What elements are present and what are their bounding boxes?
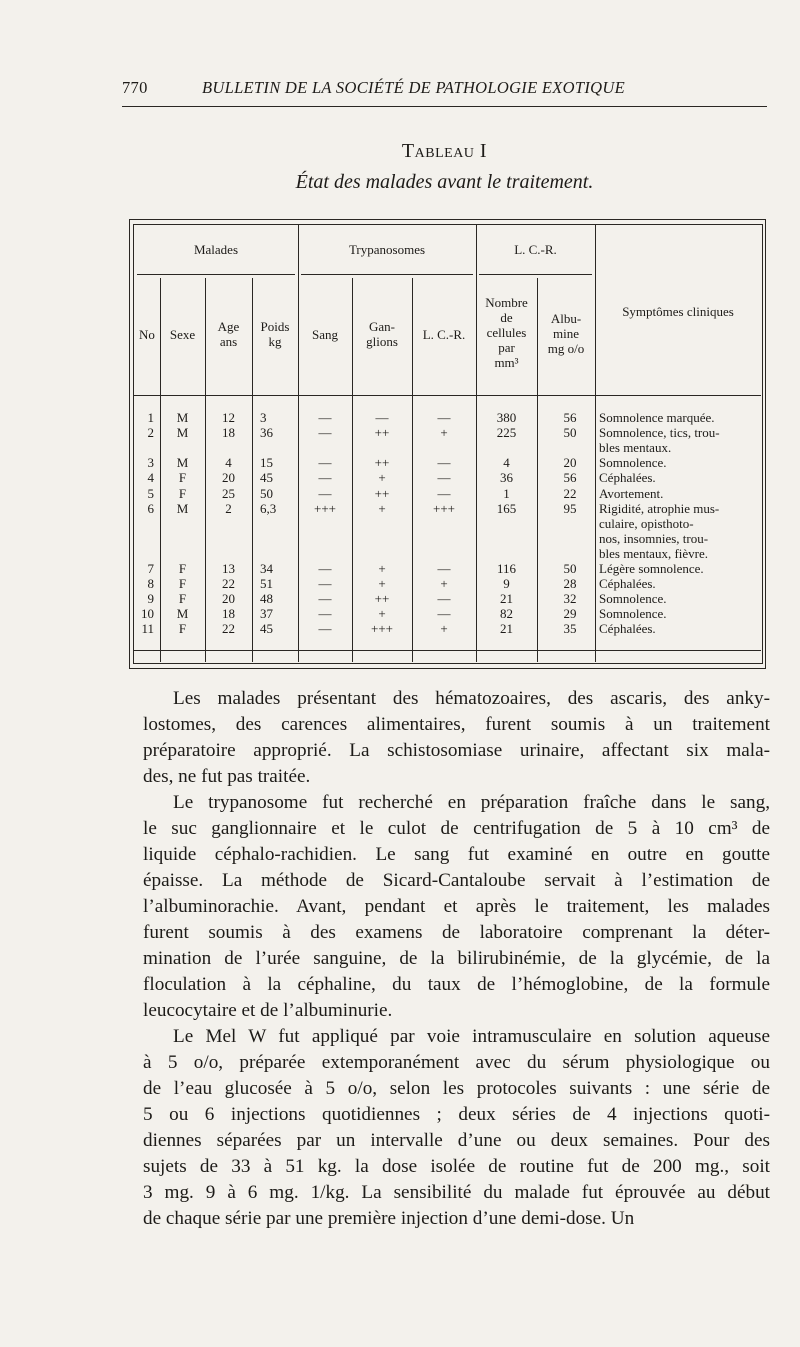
row-no: 2 bbox=[147, 425, 154, 441]
header-rule bbox=[122, 106, 767, 107]
column-header-lcr: L. C.-R. bbox=[422, 327, 466, 342]
body-line: de l’eau glucosée à 5 o/o, selon les protocoles suivants : une série de bbox=[143, 1078, 770, 1099]
row-sexe: F bbox=[178, 485, 187, 501]
column-header-cellules: cellules bbox=[486, 325, 527, 340]
row-sexe: F bbox=[178, 621, 187, 637]
row-age: 13 bbox=[222, 561, 235, 576]
group-header-malades: Malades bbox=[193, 242, 239, 257]
row-cellules: 1 bbox=[503, 485, 510, 501]
row-age: 12 bbox=[222, 410, 235, 425]
body-line: à 5 o/o, préparée extemporanément avec du sérum physiologique ou bbox=[143, 1052, 770, 1073]
row-albumine: 32 bbox=[563, 591, 577, 607]
row-age: 18 bbox=[222, 425, 235, 441]
row-ganglions: + bbox=[378, 606, 386, 622]
row-albumine: 56 bbox=[563, 410, 577, 425]
table-title: Tableau I bbox=[401, 140, 488, 162]
group-rule bbox=[137, 274, 295, 275]
body-line: diennes séparées par un intervalle d’une ou deux semaines. Pour des bbox=[143, 1130, 770, 1151]
row-ganglions: +++ bbox=[371, 621, 393, 637]
body-line: leucocytaire et de l’albuminurie. bbox=[143, 1000, 393, 1021]
row-age: 20 bbox=[222, 591, 235, 607]
row-sexe: M bbox=[176, 606, 189, 622]
row-poids: 34 bbox=[260, 561, 273, 576]
row-poids: 3 bbox=[260, 410, 267, 425]
column-header-cellules: Nombre bbox=[485, 295, 528, 310]
row-sang: — bbox=[318, 561, 332, 576]
row-sang: — bbox=[318, 425, 332, 441]
row-sang: — bbox=[318, 606, 332, 622]
group-header-lcr: L. C.-R. bbox=[514, 242, 557, 257]
column-header-poids: kg bbox=[268, 334, 282, 349]
row-sexe: F bbox=[178, 591, 187, 607]
row-cellules: 21 bbox=[500, 621, 513, 637]
row-no: 7 bbox=[147, 561, 154, 576]
row-sexe: M bbox=[176, 425, 189, 441]
row-age: 2 bbox=[225, 500, 232, 516]
body-line: l’albuminorachie. Avant, pendant et après le traitement, les malades bbox=[143, 896, 770, 917]
row-lcr: — bbox=[437, 485, 451, 501]
column-header-ganglions: Gan- bbox=[369, 319, 395, 334]
body-line: furent soumis à des examens de laboratoire comprenant la déter- bbox=[143, 922, 770, 943]
group-rule bbox=[479, 274, 592, 275]
column-header-poids: Poids bbox=[260, 319, 290, 334]
column-header-albumine: mg o/o bbox=[547, 341, 585, 356]
running-head bbox=[122, 78, 767, 102]
column-header-no: No bbox=[139, 327, 155, 342]
row-symptomes: Somnolence. bbox=[599, 591, 667, 607]
row-ganglions: + bbox=[378, 561, 386, 576]
row-sang: — bbox=[318, 410, 332, 425]
row-albumine: 35 bbox=[563, 621, 577, 637]
row-symptomes: Rigidité, atrophie mus- bbox=[599, 500, 720, 516]
row-sexe: M bbox=[176, 410, 189, 425]
body-line: 3 mg. 9 à 6 mg. 1/kg. La sensibilité du malade fut éprouvée au début bbox=[143, 1182, 770, 1203]
group-header-symptomes: Symptômes cliniques bbox=[622, 304, 734, 319]
body-line: des, ne fut pas traitée. bbox=[143, 766, 311, 787]
row-sexe: M bbox=[176, 500, 189, 516]
row-poids: 48 bbox=[260, 591, 273, 607]
row-poids: 50 bbox=[260, 485, 273, 501]
row-cellules: 225 bbox=[496, 425, 517, 441]
row-symptomes: Somnolence, tics, trou- bbox=[599, 425, 720, 441]
row-symptomes: Avortement. bbox=[599, 485, 664, 501]
row-cellules: 165 bbox=[496, 500, 517, 516]
row-no: 10 bbox=[141, 606, 154, 622]
row-lcr: — bbox=[437, 591, 451, 607]
body-line: sujets de 33 à 51 kg. la dose isolée de routine fut de 200 mg., soit bbox=[143, 1156, 770, 1177]
row-no: 8 bbox=[147, 576, 154, 592]
column-header-albumine: Albu- bbox=[550, 311, 582, 326]
row-age: 25 bbox=[222, 485, 235, 501]
column-header-sexe: Sexe bbox=[169, 327, 196, 342]
body-line: préparatoire approprié. La schistosomiase urinaire, affectant six mala- bbox=[143, 740, 770, 761]
row-poids: 15 bbox=[260, 455, 273, 471]
body-line: liquide céphalo-rachidien. Le sang fut examiné en outre en goutte bbox=[143, 844, 770, 865]
row-symptomes: Somnolence. bbox=[599, 606, 667, 622]
body-text bbox=[143, 686, 770, 1232]
row-lcr: +++ bbox=[433, 500, 455, 516]
row-albumine: 50 bbox=[563, 561, 577, 576]
row-albumine: 29 bbox=[563, 606, 577, 622]
row-no: 1 bbox=[147, 410, 154, 425]
body-line: Les malades présentant des hématozoaires, des ascaris, des anky- bbox=[173, 688, 770, 709]
row-sang: — bbox=[318, 485, 332, 501]
row-no: 3 bbox=[147, 455, 154, 471]
row-cellules: 4 bbox=[503, 455, 510, 471]
row-lcr: — bbox=[437, 470, 451, 486]
column-header-cellules: par bbox=[498, 340, 515, 355]
row-poids: 6,3 bbox=[260, 500, 277, 516]
row-poids: 51 bbox=[260, 576, 273, 592]
row-sang: +++ bbox=[314, 500, 336, 516]
row-poids: 37 bbox=[260, 606, 273, 622]
column-header-age: Age bbox=[217, 319, 240, 334]
row-ganglions: ++ bbox=[374, 455, 390, 471]
row-ganglions: + bbox=[378, 576, 386, 592]
row-no: 5 bbox=[147, 485, 154, 501]
row-albumine: 28 bbox=[563, 576, 577, 592]
row-symptomes: nos, insomnies, trou- bbox=[599, 530, 709, 546]
table-subtitle: État des malades avant le traitement. bbox=[295, 171, 594, 193]
row-sang: — bbox=[318, 576, 332, 592]
row-albumine: 50 bbox=[563, 425, 577, 441]
footer-rule bbox=[134, 650, 761, 651]
row-lcr: + bbox=[440, 425, 448, 441]
row-ganglions: ++ bbox=[374, 425, 390, 441]
row-cellules: 380 bbox=[496, 410, 517, 425]
row-albumine: 22 bbox=[563, 485, 577, 501]
row-albumine: 95 bbox=[563, 500, 577, 516]
row-symptomes: bles mentaux, fièvre. bbox=[599, 545, 709, 561]
row-poids: 45 bbox=[260, 470, 273, 486]
row-lcr: — bbox=[437, 606, 451, 622]
row-symptomes: Céphalées. bbox=[599, 470, 656, 486]
row-lcr: + bbox=[440, 576, 448, 592]
row-age: 18 bbox=[222, 606, 235, 622]
row-ganglions: + bbox=[378, 500, 386, 516]
row-lcr: — bbox=[437, 561, 451, 576]
row-age: 22 bbox=[222, 576, 235, 592]
header-rule bbox=[134, 395, 761, 396]
page-number: 770 bbox=[122, 78, 148, 97]
body-line: Le trypanosome fut recherché en préparation fraîche dans le sang, bbox=[173, 792, 770, 813]
row-sang: — bbox=[318, 455, 332, 471]
row-poids: 45 bbox=[260, 621, 273, 637]
row-sexe: M bbox=[176, 455, 189, 471]
row-sang: — bbox=[318, 591, 332, 607]
row-poids: 36 bbox=[260, 425, 273, 441]
group-rule bbox=[301, 274, 473, 275]
body-line: épaisse. La méthode de Sicard-Cantaloube servait à l’estimation de bbox=[143, 870, 770, 891]
row-age: 4 bbox=[225, 455, 232, 471]
row-age: 20 bbox=[222, 470, 235, 486]
row-sang: — bbox=[318, 470, 332, 486]
column-header-sang: Sang bbox=[312, 327, 338, 342]
row-lcr: — bbox=[437, 410, 451, 425]
row-cellules: 82 bbox=[500, 606, 513, 622]
row-cellules: 21 bbox=[500, 591, 513, 607]
row-age: 22 bbox=[222, 621, 235, 637]
column-header-cellules: de bbox=[500, 310, 513, 325]
journal-title: BULLETIN DE LA SOCIÉTÉ DE PATHOLOGIE EXOTIQUE bbox=[202, 78, 625, 97]
body-line: 5 ou 6 injections quotidiennes ; deux séries de 4 injections quoti- bbox=[143, 1104, 770, 1125]
column-header-albumine: mine bbox=[553, 326, 579, 341]
row-no: 4 bbox=[147, 470, 154, 486]
row-ganglions: ++ bbox=[374, 485, 390, 501]
row-sexe: F bbox=[178, 576, 187, 592]
row-symptomes: Céphalées. bbox=[599, 621, 656, 637]
group-header-trypanosomes: Trypanosomes bbox=[348, 242, 426, 257]
row-symptomes: Somnolence. bbox=[599, 455, 667, 471]
body-line: lostomes, des carences alimentaires, furent soumis à un traitement bbox=[143, 714, 770, 735]
body-line: floculation à la céphaline, du taux de l’hémoglobine, de la formule bbox=[143, 974, 770, 995]
row-cellules: 36 bbox=[500, 470, 513, 486]
body-line: Le Mel W fut appliqué par voie intramusculaire en solution aqueuse bbox=[173, 1026, 770, 1047]
body-line: mination de l’urée sanguine, de la bilirubinémie, de la glycémie, de la bbox=[143, 948, 770, 969]
row-albumine: 20 bbox=[563, 455, 577, 471]
row-lcr: + bbox=[440, 621, 448, 637]
body-line: de chaque série par une première injection d’une demi-dose. Un bbox=[143, 1208, 635, 1229]
row-symptomes: culaire, opisthoto- bbox=[599, 515, 694, 531]
row-ganglions: — bbox=[375, 410, 389, 425]
row-sang: — bbox=[318, 621, 332, 637]
row-lcr: — bbox=[437, 455, 451, 471]
row-cellules: 9 bbox=[503, 576, 510, 592]
row-cellules: 116 bbox=[496, 561, 517, 576]
row-sexe: F bbox=[178, 470, 187, 486]
row-symptomes: bles mentaux. bbox=[599, 440, 672, 456]
column-header-age: ans bbox=[219, 334, 238, 349]
row-no: 9 bbox=[147, 591, 154, 607]
body-line: le suc ganglionnaire et le culot de centrifugation de 5 à 10 cm³ de bbox=[143, 818, 770, 839]
row-symptomes: Somnolence marquée. bbox=[599, 410, 715, 425]
row-no: 6 bbox=[147, 500, 154, 516]
row-symptomes: Légère somnolence. bbox=[599, 561, 704, 576]
row-symptomes: Céphalées. bbox=[599, 576, 656, 592]
column-header-cellules: mm³ bbox=[494, 355, 519, 370]
column-header-ganglions: glions bbox=[366, 334, 398, 349]
row-sexe: F bbox=[178, 561, 187, 576]
row-ganglions: + bbox=[378, 470, 386, 486]
row-no: 11 bbox=[141, 621, 154, 637]
row-albumine: 56 bbox=[563, 470, 577, 486]
row-ganglions: ++ bbox=[374, 591, 390, 607]
